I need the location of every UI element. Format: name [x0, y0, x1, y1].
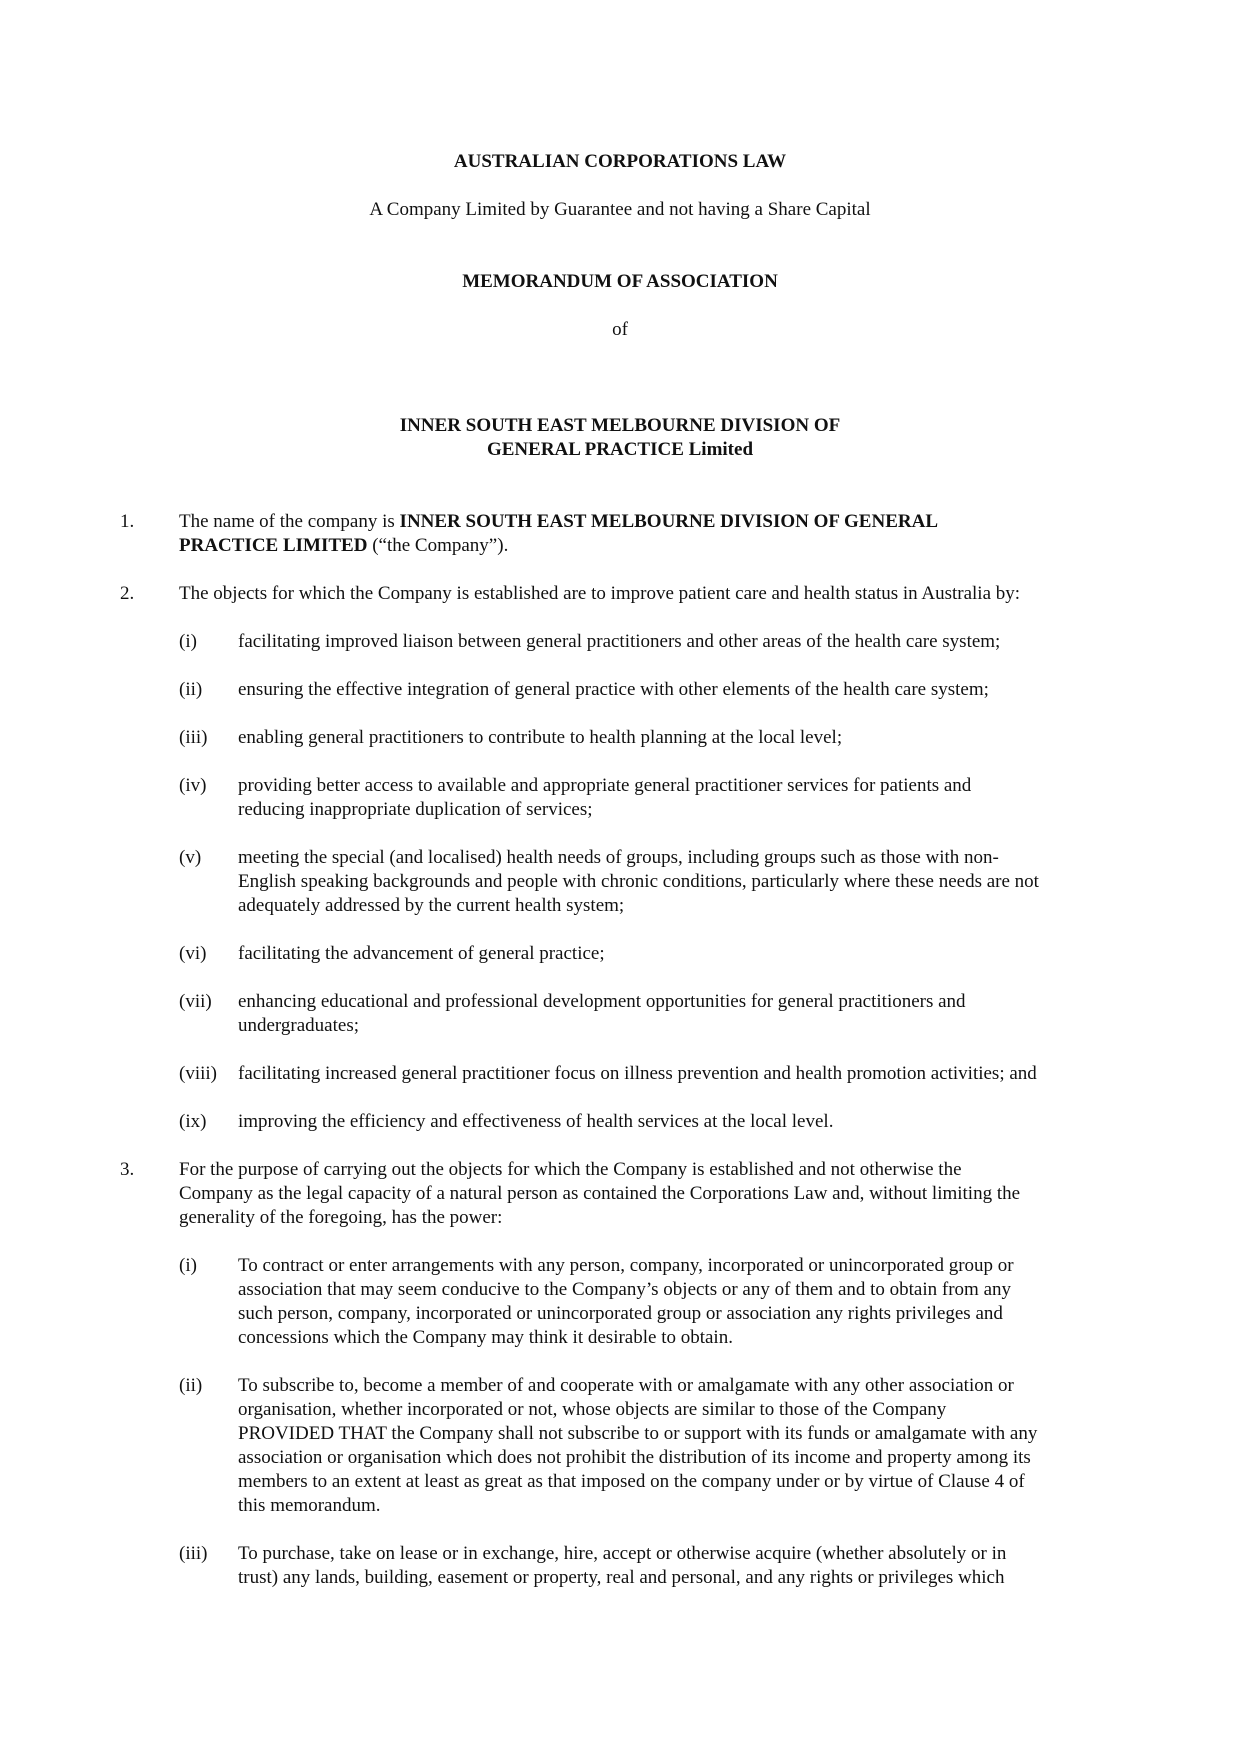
clause-3-item-text: To contract or enter arrangements with any person, company, incorporated or unincorporated group or association that may seem conducive to the Company’s objects or any of them and to obtain from any such person, company, incorporated or unincorporated group or association any rights privileges and concessions which the Company may think it desirable to obtain. — [238, 1255, 1014, 1348]
clause-2-item-text: enabling general practitioners to contribute to health planning at the local level; — [238, 727, 843, 748]
clause-2-item-text: improving the efficiency and effectiveness of health services at the local level. — [238, 1111, 834, 1132]
clause-3-item-number: (iii) — [179, 1543, 208, 1564]
clause-2-item-number: (ii) — [179, 679, 203, 700]
law-title: AUSTRALIAN CORPORATIONS LAW — [453, 151, 787, 172]
document-title: MEMORANDUM OF ASSOCIATION — [462, 271, 778, 292]
clause-3-number: 3. — [120, 1159, 135, 1180]
clause-2-item-number: (v) — [179, 847, 202, 868]
clause-3-item-text: To subscribe to, become a member of and cooperate with or amalgamate with any other association or organisation, whether incorporated or not, whose objects are similar to those of the Company PROVIDED THAT the Company shall not subscribe to or support with its funds or amalgamate with any association or organisation which does not prohibit the distribution of its income and property among its members to an extent at least as great as that imposed on the company under or by virtue of Clause 4 of this memorandum. — [238, 1375, 1038, 1516]
clause-3-item-text: To purchase, take on lease or in exchange, hire, accept or otherwise acquire (whether absolutely or in trust) any lands, building, easement or property, real and personal, and any rights or privileges which — [238, 1543, 1007, 1588]
clause-2-item-text: facilitating increased general practitioner focus on illness prevention and health promotion activities; and — [238, 1063, 1037, 1084]
clause-2-item-number: (ix) — [179, 1111, 207, 1132]
clause-2-item-text: ensuring the effective integration of general practice with other elements of the health care system; — [238, 679, 989, 700]
clause-2-item-number: (iv) — [179, 775, 207, 796]
clause-2-item-text: meeting the special (and localised) health needs of groups, including groups such as those with non- English speaking backgrounds and people with chronic conditions, particularly where these needs are not adequately addressed by the current health system; — [238, 847, 1039, 916]
clause-2-item-text: facilitating improved liaison between general practitioners and other areas of the health care system; — [238, 631, 1001, 652]
clause-2-item-number: (i) — [179, 631, 197, 652]
clause-2-text: The objects for which the Company is established are to improve patient care and health status in Australia by: — [179, 583, 1021, 604]
clause-2-item-text: providing better access to available and appropriate general practitioner services for patients and reducing inappropriate duplication of services; — [238, 775, 972, 820]
clause-2-item-text: facilitating the advancement of general practice; — [238, 943, 605, 964]
clause-1-prefix: The name of the company is — [179, 511, 400, 532]
clause-2-item-number: (vii) — [179, 991, 212, 1012]
clause-1-name-line2: PRACTICE LIMITED — [179, 535, 368, 556]
clause-2-number: 2. — [120, 583, 135, 604]
company-type: A Company Limited by Guarantee and not having a Share Capital — [369, 199, 871, 220]
clause-2-item-text: enhancing educational and professional development opportunities for general practitioners and undergraduates; — [238, 991, 966, 1036]
clause-2-item-number: (iii) — [179, 727, 208, 748]
clause-1-number: 1. — [120, 511, 135, 532]
clause-1-text — [179, 510, 1134, 558]
company-name-line1: INNER SOUTH EAST MELBOURNE DIVISION OF — [399, 415, 841, 436]
clause-2-item-number: (vi) — [179, 943, 207, 964]
company-name-line2: GENERAL PRACTICE Limited — [486, 439, 754, 460]
of-label: of — [612, 319, 628, 340]
clause-1-name-line1: INNER SOUTH EAST MELBOURNE DIVISION OF GENERAL — [399, 511, 938, 532]
clause-3-text: For the purpose of carrying out the objects for which the Company is established and not otherwise the Company as the legal capacity of a natural person as contained the Corporations Law and, without limiting the generality of the foregoing, has the power: — [179, 1159, 1021, 1228]
clause-2-item-number: (viii) — [179, 1063, 217, 1084]
clause-3-item-number: (ii) — [179, 1375, 203, 1396]
clause-3-item-number: (i) — [179, 1255, 197, 1276]
clause-1-suffix: (“the Company”). — [367, 535, 509, 556]
